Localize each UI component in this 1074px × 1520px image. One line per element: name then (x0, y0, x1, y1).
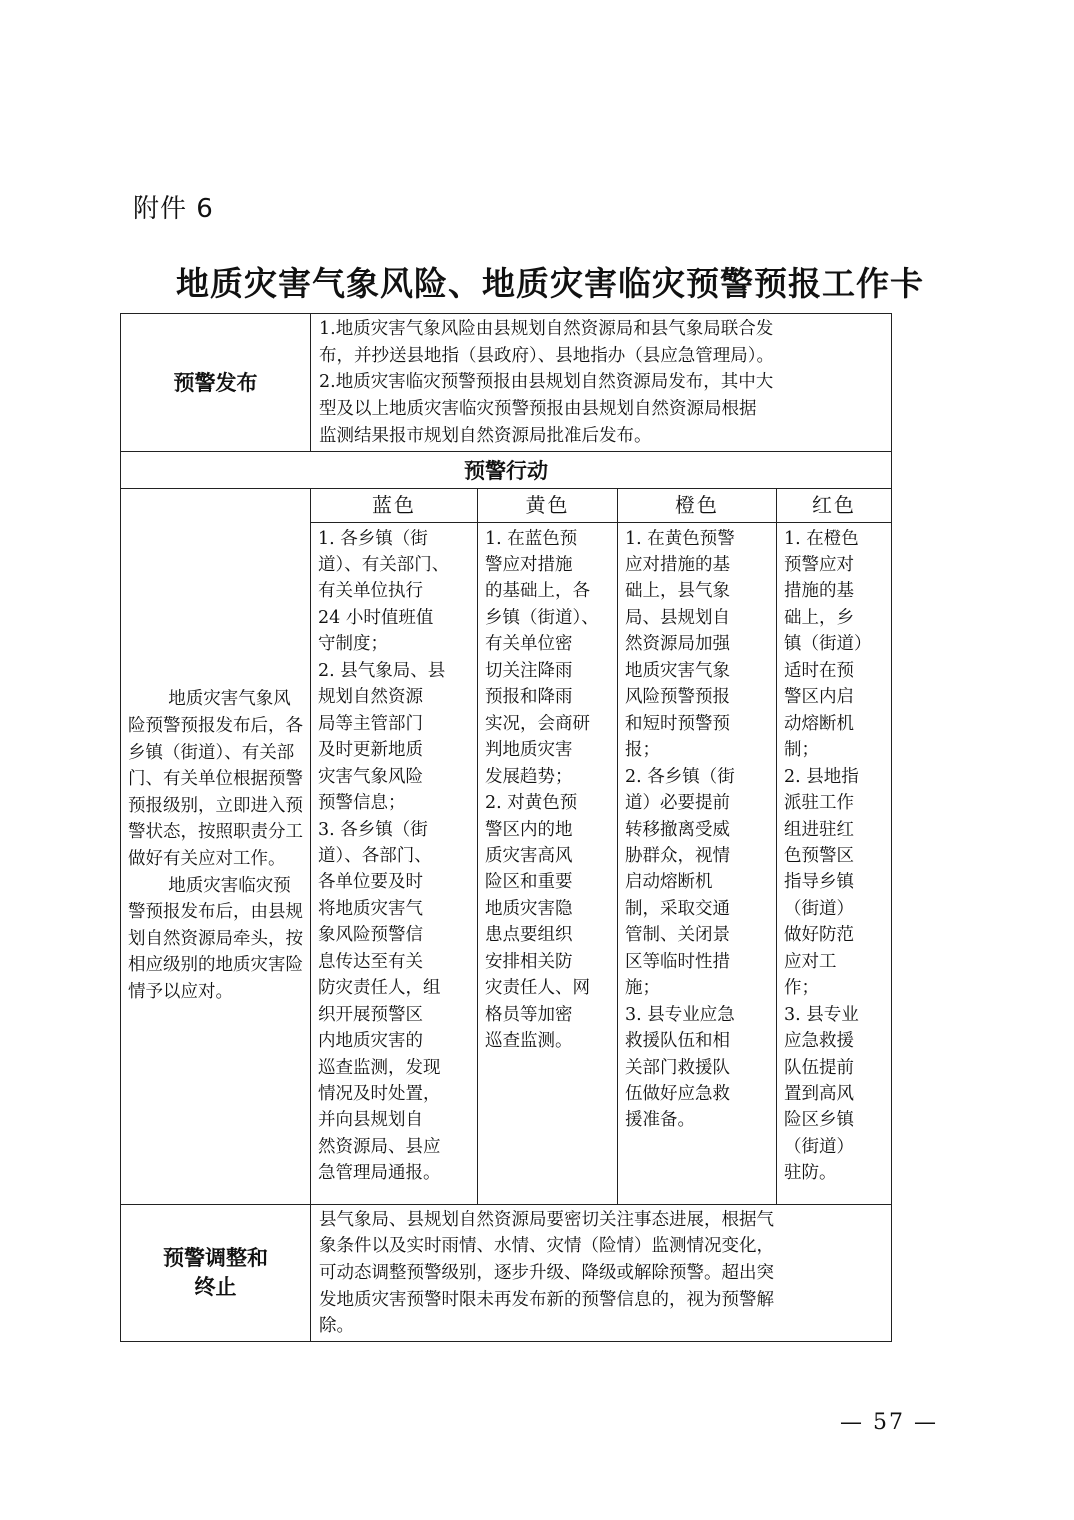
action-header-row (121, 451, 892, 488)
level-orange-cell (618, 488, 777, 1204)
release-text: 1.地质灾害气象风险由县规划自然资源局和县气象局联合发 布，并抄送县地指（县政府）、县地指办（县应急管理局）。 2.地质灾害临灾预警预报由县规划自然资源局发布，其中大 型及以上地质灾害临灾预警预报由县规划自然资源局根据 监测结果报市规划自然资源局批准后发布。 (311, 314, 892, 452)
warning-work-card-table (120, 313, 892, 1342)
release-row (121, 314, 892, 452)
level-orange-text: 1. 在黄色预警 应对措施的基 础上，县气象 局、县规划自 然资源局加强 地质灾害气象 风险预警预报 和短时预警预 报； 2. 各乡镇（街 道）必要提前 转移撤离受威 胁群众，视情 启动熔断机 制，采取交通 管制、关闭景 区等临时性措 施； 3. 县专业应急 救援队伍和相 关部门救援队 伍做好应急救 援准备。 (625, 528, 735, 1131)
level-yellow-cell (478, 488, 618, 1204)
level-blue-text: 1. 各乡镇（街 道）、有关部门、 有关单位执行 24 小时值班值 守制度； 2. 县气象局、县 规划自然资源 局等主管部门 及时更新地质 灾害气象风险 预警信息； 3. 各乡镇（街 道）、各部门、 各单位要及时 将地质灾害气 象风险预警信 息传达至有关 防灾责任人，组 织开展预警区 内地质灾害的 巡查监测，发现 情况及时处置， 并向县规划自 然资源局、县应 急管理局通报。 (318, 528, 450, 1184)
level-orange-header: 橙色 (618, 489, 776, 523)
release-label: 预警发布 (121, 314, 311, 452)
level-blue-header: 蓝色 (311, 489, 477, 523)
level-red-cell (777, 488, 892, 1204)
action-label: 预警行动 (121, 451, 892, 488)
annex-label: 附件 6 (133, 194, 214, 224)
action-levels-row (121, 488, 892, 1204)
level-yellow-header: 黄色 (478, 489, 617, 523)
adjust-text: 县气象局、县规划自然资源局要密切关注事态进展，根据气 象条件以及实时雨情、水情、灾情（险情）监测情况变化， 可动态调整预警级别，逐步升级、降级或解除预警。超出突 发地质灾害预警时限未再发布新的预警信息的，视为预警解 除。 (311, 1204, 892, 1342)
page-title: 地质灾害气象风险、地质灾害临灾预警预报工作卡 (176, 264, 924, 303)
action-description-para-2: 地质灾害临灾预警预报发布后，由县规划自然资源局牵头，按相应级别的地质灾害险情予以应对。 (128, 875, 303, 1002)
level-red-header: 红色 (777, 489, 891, 523)
level-blue-cell (311, 488, 478, 1204)
action-description (121, 488, 311, 1204)
adjust-row (121, 1204, 892, 1342)
page-number: — 57 — (840, 1410, 938, 1435)
adjust-label: 预警调整和 终止 (121, 1204, 311, 1342)
action-description-para-1: 地质灾害气象风险预警预报发布后，各乡镇（街道）、有关部门、有关单位根据预警预报级别，立即进入预警状态，按照职责分工做好有关应对工作。 (128, 689, 303, 870)
level-red-text: 1. 在橙色 预警应对 措施的基 础上，乡 镇（街道） 适时在预 警区内启 动熔断机 制； 2. 县地指 派驻工作 组进驻红 色预警区 指导乡镇 （街道） 做好防范 应对工 作； 3. 县专业 应急救援 队伍提前 置到高风 险区乡镇 （街道） 驻防。 (784, 528, 872, 1184)
level-yellow-text: 1. 在蓝色预 警应对措施 的基础上，各 乡镇（街道）、 有关单位密 切关注降雨 预报和降雨 实况，会商研 判地质灾害 发展趋势； 2. 对黄色预 警区内的地 质灾害高风 险区和重要 地质灾害隐 患点要组织 安排相关防 灾责任人、网 格员等加密 巡查监测。 (485, 528, 599, 1052)
